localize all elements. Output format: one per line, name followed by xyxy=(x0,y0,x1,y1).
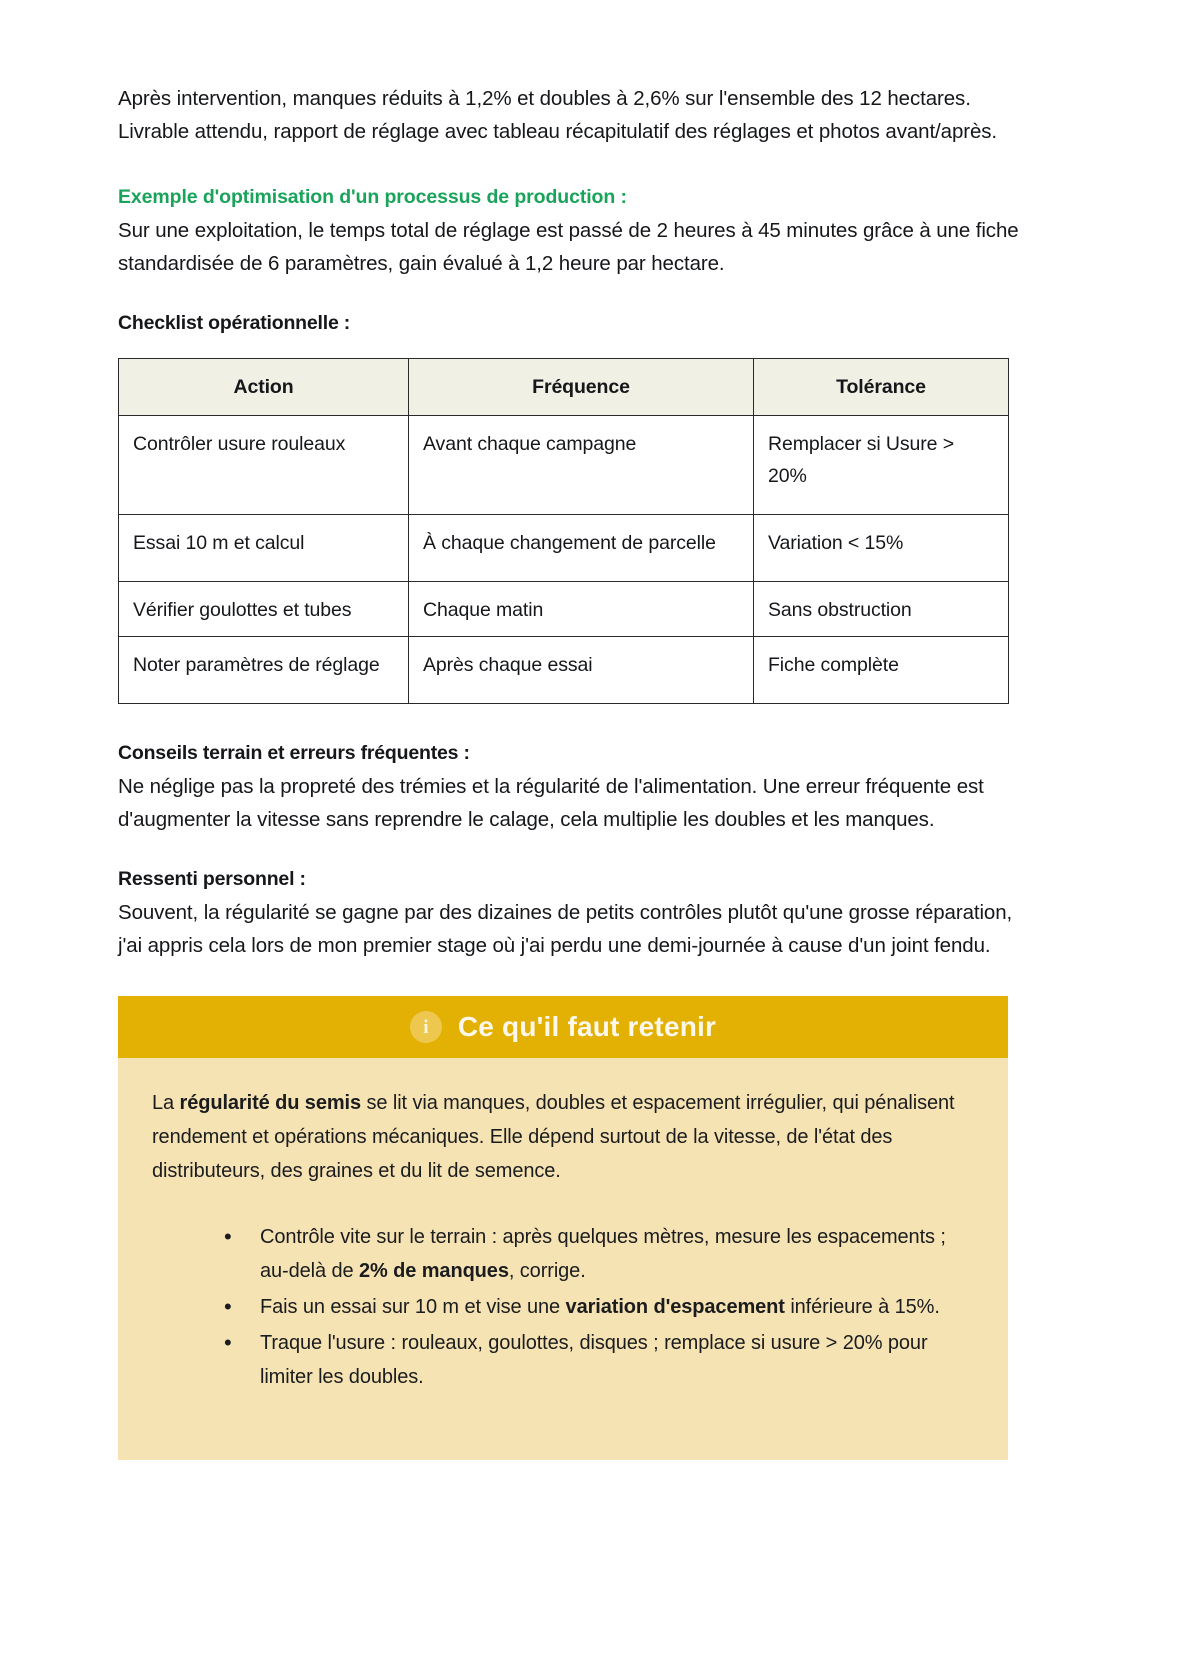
table-row xyxy=(119,515,1009,582)
spacer xyxy=(118,962,1030,996)
intro-paragraph: Après intervention, manques réduits à 1,2% et doubles à 2,6% sur l'ensemble des 12 hectares. Livrable attendu, rapport de réglage avec tableau récapitulatif des réglages et photos avant/après. xyxy=(118,87,998,143)
cell-action: Noter paramètres de réglage xyxy=(119,637,409,704)
personal-paragraph: Souvent, la régularité se gagne par des dizaines de petits contrôles plutôt qu'une grosse réparation, j'ai appris cela lors de mon premier stage où j'ai perdu une demi-journée à cause d'un joint fendu. xyxy=(118,901,1013,957)
table-row xyxy=(119,637,1009,704)
cell-frequence: À chaque changement de parcelle xyxy=(409,515,754,582)
callout-intro-bold: régularité du semis xyxy=(179,1092,362,1114)
example-paragraph: Sur une exploitation, le temps total de réglage est passé de 2 heures à 45 minutes grâce à une fiche standardisée de 6 paramètres, gain évalué à 1,2 heure par hectare. xyxy=(118,219,1019,275)
callout-title: Ce qu'il faut retenir xyxy=(457,1011,717,1042)
table-body xyxy=(119,416,1009,704)
cell-action: Contrôler usure rouleaux xyxy=(119,416,409,515)
tips-heading: Conseils terrain et erreurs fréquentes : xyxy=(118,742,470,764)
personal-section xyxy=(118,864,1030,962)
bullet-text-before: Traque l'usure : rouleaux, goulottes, disques ; remplace si usure > 20% pour limiter les doubles. xyxy=(260,1332,928,1388)
checklist-table xyxy=(118,358,1009,704)
cell-tolerance: Fiche complète xyxy=(754,637,1009,704)
checklist-heading: Checklist opérationnelle : xyxy=(118,312,351,334)
callout-intro-before: La xyxy=(152,1092,180,1114)
cell-action: Essai 10 m et calcul xyxy=(119,515,409,582)
column-header-action: Action xyxy=(119,359,409,416)
tips-paragraph: Ne néglige pas la propreté des trémies et la régularité de l'alimentation. Une erreur fréquente est d'augmenter la vitesse sans reprendre le calage, cela multiplie les doubles et les manques. xyxy=(118,775,984,831)
info-icon xyxy=(410,1011,442,1043)
column-header-frequence: Fréquence xyxy=(409,359,754,416)
column-header-tolerance: Tolérance xyxy=(754,359,1009,416)
cell-action: Vérifier goulottes et tubes xyxy=(119,582,409,637)
spacer xyxy=(118,280,1030,308)
spacer xyxy=(118,704,1030,738)
callout-intro-after: se lit via manques, doubles et espacement irrégulier, qui pénalisent rendement et opérations mécaniques. Elle dépend surtout de la vitesse, de l'état des distributeurs, des graines et du lit de semence. xyxy=(152,1092,955,1182)
spacer xyxy=(118,340,1030,358)
table-header-row xyxy=(119,359,1009,416)
bullet-text-bold: 2% de manques xyxy=(358,1260,509,1282)
callout-body xyxy=(118,1058,1008,1460)
bullet-text-after: , corrige. xyxy=(508,1260,586,1282)
tips-section xyxy=(118,738,1030,836)
cell-frequence: Après chaque essai xyxy=(409,637,754,704)
bullet-text-before: Fais un essai sur 10 m et vise une xyxy=(260,1296,566,1318)
list-item xyxy=(260,1220,974,1288)
bullet-text-bold: variation d'espacement xyxy=(565,1296,785,1318)
cell-tolerance: Remplacer si Usure > 20% xyxy=(754,416,1009,515)
table-row xyxy=(119,582,1009,637)
info-icon-glyph: i xyxy=(423,1016,429,1038)
intro-paragraph-block xyxy=(118,82,1030,148)
list-item xyxy=(260,1326,974,1394)
table-header xyxy=(119,359,1009,416)
cell-frequence: Avant chaque campagne xyxy=(409,416,754,515)
example-heading: Exemple d'optimisation d'un processus de production : xyxy=(118,186,627,208)
bullet-text-before: Contrôle vite sur le terrain : après quelques mètres, mesure les espacements ; au-delà de xyxy=(260,1226,946,1282)
example-section xyxy=(118,182,1030,280)
callout-intro-paragraph xyxy=(152,1086,974,1188)
callout-header xyxy=(118,996,1008,1058)
spacer xyxy=(118,836,1030,864)
cell-frequence: Chaque matin xyxy=(409,582,754,637)
bullet-text-after: inférieure à 15%. xyxy=(784,1296,940,1318)
table-row xyxy=(119,416,1009,515)
personal-heading: Ressenti personnel : xyxy=(118,868,306,890)
cell-tolerance: Variation < 15% xyxy=(754,515,1009,582)
cell-tolerance: Sans obstruction xyxy=(754,582,1009,637)
list-item xyxy=(260,1290,974,1324)
key-takeaway-callout xyxy=(118,996,1008,1460)
callout-bullet-list xyxy=(152,1220,974,1394)
spacer xyxy=(118,148,1030,182)
